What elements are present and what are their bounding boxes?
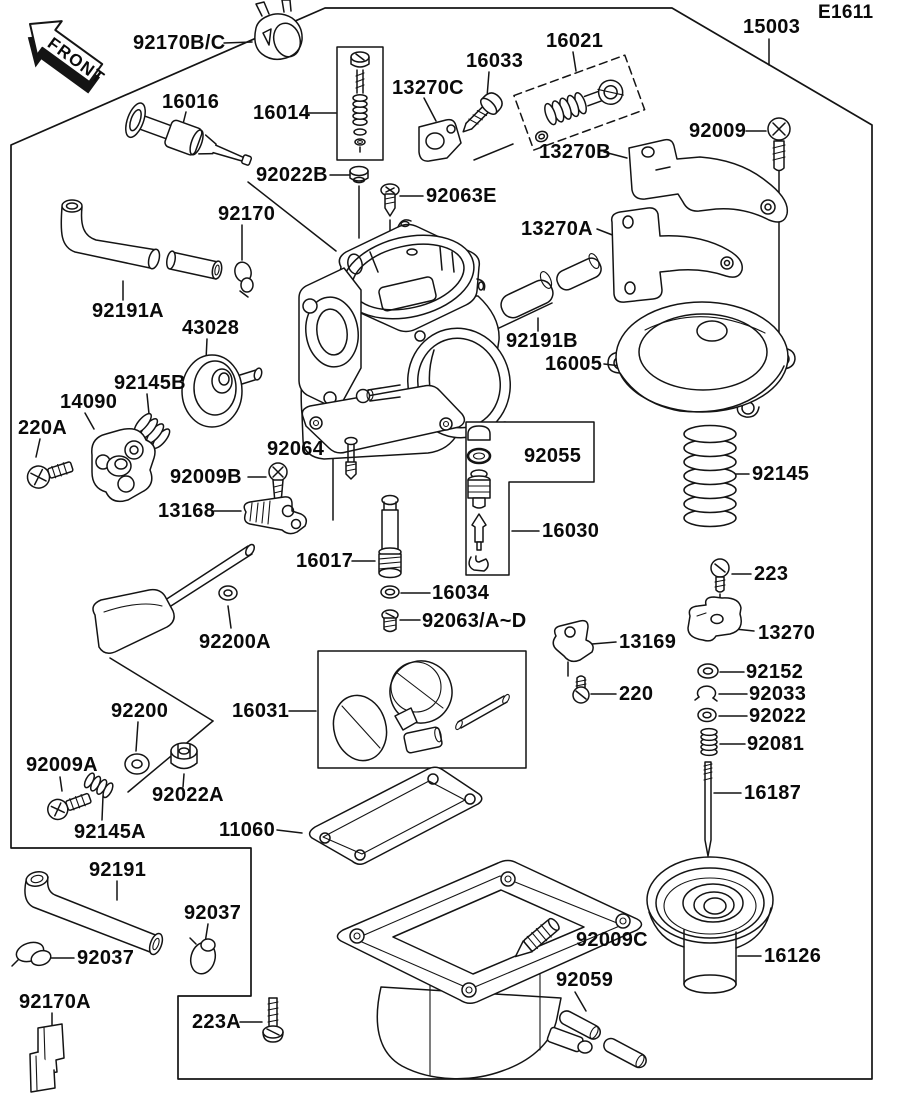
- part-16014-pilot-screw-kit: [337, 47, 383, 160]
- part-label-13270b: 13270B: [539, 141, 611, 163]
- part-label-92200: 92200: [111, 700, 169, 722]
- part-label-220: 220: [619, 683, 654, 705]
- part-label-13270c: 13270C: [392, 77, 464, 99]
- part-label-11060: 11060: [219, 819, 276, 841]
- part-label-16016: 16016: [162, 91, 220, 113]
- part-92145-spring: [684, 426, 736, 527]
- part-92009a-screw: [45, 788, 93, 822]
- part-16021-spring-set: [514, 55, 645, 150]
- part-label-92170: 92170: [218, 203, 276, 225]
- part-223-screw: [711, 559, 729, 592]
- part-label-92152: 92152: [746, 661, 804, 683]
- part-label-92145a: 92145A: [74, 821, 146, 843]
- part-label-16031: 16031: [232, 700, 290, 722]
- part-label-16126: 16126: [764, 945, 822, 967]
- part-16187-jet-needle: [704, 762, 712, 856]
- front-direction-arrow-icon: [11, 7, 117, 104]
- part-label-92022: 92022: [749, 705, 807, 727]
- part-16017-needle-jet: [379, 496, 401, 578]
- part-220a-screw: [25, 456, 76, 491]
- part-92170a-clip: [30, 1024, 64, 1092]
- part-label-92170a: 92170A: [19, 991, 91, 1013]
- part-92170bc-cap: [255, 0, 304, 60]
- part-label-92009b: 92009B: [170, 466, 242, 488]
- part-92022-washer: [698, 709, 716, 722]
- part-92033-ring: [695, 686, 717, 701]
- part-92081-spring: [701, 729, 717, 756]
- part-92063ad-jet: [382, 610, 398, 632]
- part-label-92037-upper: 92037: [184, 902, 242, 924]
- part-92009-screw: [768, 118, 790, 171]
- part-label-92191a: 92191A: [92, 300, 164, 322]
- part-label-92170bc: 92170B/C: [133, 32, 226, 54]
- part-label-92191b: 92191B: [506, 330, 578, 352]
- part-label-15003: 15003: [743, 16, 801, 38]
- part-43028-plate: [182, 355, 263, 427]
- part-label-92009: 92009: [689, 120, 747, 142]
- part-label-92063e: 92063E: [426, 185, 497, 207]
- part-92191b-tubes: [497, 252, 604, 321]
- part-label-92145: 92145: [752, 463, 810, 485]
- part-92191-hose: [25, 870, 165, 956]
- part-14090-cover: [92, 429, 155, 502]
- part-92037-clamp-right: [187, 938, 218, 977]
- part-label-16005: 16005: [545, 353, 603, 375]
- part-92191a-hose: [61, 200, 223, 280]
- part-16031-float-assembly: [318, 651, 526, 768]
- part-16005-cover: [608, 302, 795, 417]
- part-92200-washer: [125, 754, 149, 774]
- part-92022a-bushing: [171, 743, 197, 769]
- part-220-screw: [573, 676, 589, 703]
- part-223a-screw: [263, 998, 283, 1042]
- part-label-92064: 92064: [267, 438, 325, 460]
- part-13270c-bracket: [419, 120, 461, 161]
- part-label-16017: 16017: [296, 550, 354, 572]
- part-13168-lever: [244, 497, 306, 534]
- part-13169-bracket: [553, 621, 593, 662]
- part-label-92009c: 92009C: [576, 929, 648, 951]
- part-label-14090: 14090: [60, 391, 118, 413]
- part-label-223: 223: [754, 563, 789, 585]
- part-92170-clip: [233, 260, 254, 297]
- part-label-43028: 43028: [182, 317, 240, 339]
- part-92037-clamp-left: [12, 939, 53, 968]
- part-label-92200a: 92200A: [199, 631, 271, 653]
- part-label-16014: 16014: [253, 102, 311, 124]
- part-label-92145b: 92145B: [114, 372, 186, 394]
- part-label-13169: 13169: [619, 631, 677, 653]
- part-label-92059: 92059: [556, 969, 614, 991]
- part-label-16021: 16021: [546, 30, 604, 52]
- part-92063e-screw: [381, 184, 399, 216]
- part-label-13270: 13270: [758, 622, 816, 644]
- part-label-92033: 92033: [749, 683, 807, 705]
- part-label-92081: 92081: [747, 733, 805, 755]
- part-label-92022b: 92022B: [256, 164, 328, 186]
- part-92152-washer: [698, 664, 718, 678]
- part-label-92009a: 92009A: [26, 754, 98, 776]
- part-label-92055: 92055: [524, 445, 582, 467]
- part-13270-plate: [688, 597, 741, 641]
- part-13270a-bracket: [612, 208, 743, 302]
- part-label-92191: 92191: [89, 859, 147, 881]
- front-arrow-text: FRONT: [43, 33, 109, 88]
- part-label-16030: 16030: [542, 520, 600, 542]
- part-92022b-nut: [350, 167, 368, 183]
- part-label-13168: 13168: [158, 500, 216, 522]
- part-label-92063ad: 92063/A~D: [422, 610, 527, 632]
- part-label-92022a: 92022A: [152, 784, 224, 806]
- part-label-16033: 16033: [466, 50, 524, 72]
- part-11060-gasket: [310, 767, 482, 864]
- part-label-16034: 16034: [432, 582, 490, 604]
- part-label-16187: 16187: [744, 782, 802, 804]
- part-label-223a: 223A: [192, 1011, 242, 1033]
- part-92200a-washer: [219, 586, 237, 600]
- part-label-92037-lower: 92037: [77, 947, 135, 969]
- part-16126-vacuum-slide: [647, 857, 773, 993]
- page-code: E1611: [818, 2, 874, 23]
- part-label-220a: 220A: [18, 417, 68, 439]
- part-16034-oring: [381, 586, 399, 598]
- part-label-13270a: 13270A: [521, 218, 593, 240]
